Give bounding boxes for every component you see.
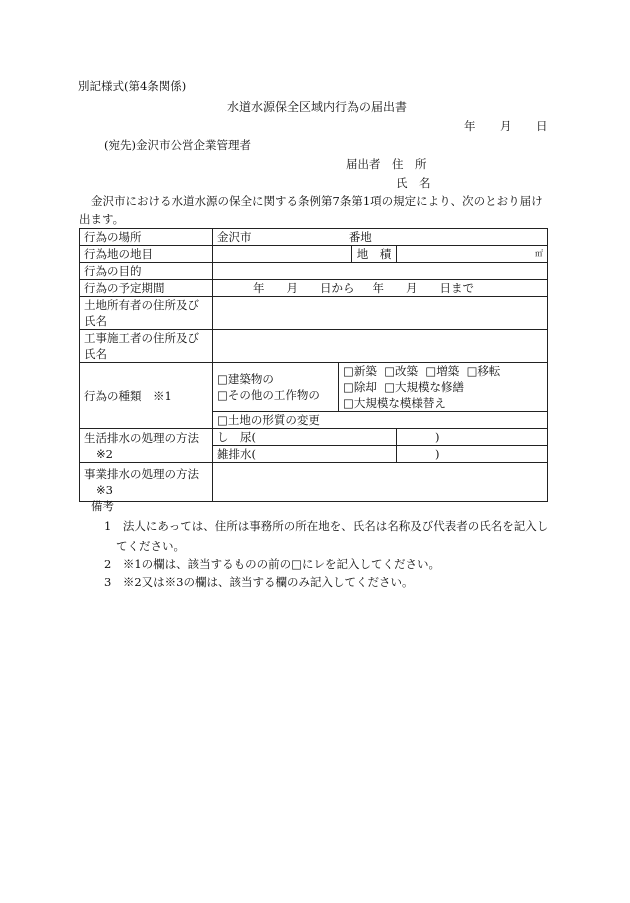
land-change-checkbox[interactable]: □土地の形質の変更 (213, 412, 548, 429)
area-field[interactable] (397, 246, 548, 263)
table-row (80, 463, 548, 502)
business-drainage-label (80, 463, 213, 502)
place-label: 行為の場所 (80, 229, 213, 246)
period-label: 行為の予定期間 (80, 280, 213, 297)
purpose-label: 行為の目的 (80, 263, 213, 280)
night-soil-close (397, 429, 548, 446)
period-to-month: 月 (406, 281, 418, 295)
intro-text-line1: 金沢市における水道水源の保全に関する条例第7条第1項の規定により、次のとおり届け (91, 194, 543, 208)
intro-text-line2: 出ます。 (79, 212, 125, 226)
contractor-label-line2: 氏名 (84, 347, 107, 361)
place-city: 金沢市 (217, 230, 252, 244)
period-from-month: 月 (286, 281, 298, 295)
owner-field[interactable] (213, 297, 548, 330)
building-checkbox[interactable]: □建築物の (217, 372, 274, 386)
night-soil-paren: ) (435, 430, 440, 444)
table-row (80, 363, 548, 412)
place-banchi: 番地 (348, 230, 372, 244)
relocate-checkbox[interactable]: □移転 (466, 364, 501, 378)
new-build-checkbox[interactable]: □新築 (343, 364, 377, 378)
table-row (80, 429, 548, 446)
gray-water-label: 雑排水( (217, 447, 256, 461)
rebuild-checkbox[interactable]: □改築 (384, 364, 419, 378)
period-field[interactable] (213, 280, 548, 297)
date-year: 年 (464, 119, 476, 133)
business-label-line2: ※3 (96, 483, 113, 497)
notification-table (79, 228, 548, 502)
area-label: 地 積 (352, 246, 397, 263)
remove-checkbox[interactable]: □除却 (343, 380, 377, 394)
contractor-label (80, 330, 213, 363)
gray-water-paren: ) (435, 447, 440, 461)
extend-checkbox[interactable]: □増築 (425, 364, 460, 378)
land-category-label: 行為地の地目 (80, 246, 213, 263)
gray-water-field[interactable] (213, 446, 397, 463)
activity-type-label: 行為の種類 ※1 (80, 363, 213, 429)
owner-label-line2: 氏名 (84, 314, 107, 328)
date-day: 日 (536, 119, 548, 133)
night-soil-label: し 尿( (217, 430, 256, 444)
period-from-year: 年 (253, 281, 265, 295)
note-1-line2: てください。 (116, 539, 185, 553)
period-to-year: 年 (372, 281, 384, 295)
table-row (80, 246, 548, 263)
notifier-address-label: 届出者 住 所 (346, 157, 427, 171)
business-drainage-field[interactable] (213, 463, 548, 502)
addressee: (宛先)金沢市公営企業管理者 (104, 138, 251, 152)
night-soil-field[interactable] (213, 429, 397, 446)
table-row (80, 330, 548, 363)
period-to-day: 日まで (439, 281, 474, 295)
note-3: 3 ※2又は※3の欄は、該当する欄のみ記入してください。 (104, 575, 414, 589)
owner-label (80, 297, 213, 330)
table-row (80, 280, 548, 297)
period-from-day: 日から (320, 281, 355, 295)
contractor-label-line1: 工事施工者の住所及び (84, 331, 199, 345)
domestic-label-line1: 生活排水の処理の方法 (84, 430, 199, 445)
major-repair-checkbox[interactable]: □大規模な修繕 (384, 380, 465, 394)
table-row (80, 297, 548, 330)
purpose-field[interactable] (213, 263, 548, 280)
domestic-label-line2: ※2 (96, 446, 113, 461)
place-field[interactable] (213, 229, 548, 246)
structure-type-cell (213, 363, 339, 412)
document-title: 水道水源保全区域内行為の届出書 (227, 100, 408, 114)
other-structure-checkbox[interactable]: □その他の工作物の (217, 388, 320, 402)
form-reference: 別記様式(第4条関係) (78, 79, 187, 93)
date-month: 月 (500, 119, 512, 133)
gray-water-close (397, 446, 548, 463)
domestic-drainage-label (80, 429, 213, 463)
note-1-line1: 1 法人にあっては、住所は事務所の所在地を、氏名は名称及び代表者の氏名を記入し (104, 519, 549, 533)
table-row (80, 229, 548, 246)
land-category-field[interactable] (213, 246, 352, 263)
table-row (80, 263, 548, 280)
owner-label-line1: 土地所有者の住所及び (84, 298, 199, 312)
note-2: 2 ※1の欄は、該当するものの前の□にレを記入してください。 (104, 557, 440, 571)
action-type-cell (339, 363, 548, 412)
major-remodel-checkbox[interactable]: □大規模な模様替え (343, 396, 446, 410)
notifier-name-label: 氏 名 (396, 176, 431, 190)
area-unit: ㎡ (535, 249, 543, 258)
notes-heading: 備考 (91, 499, 114, 513)
contractor-field[interactable] (213, 330, 548, 363)
business-label-line1: 事業排水の処理の方法 (84, 467, 199, 481)
